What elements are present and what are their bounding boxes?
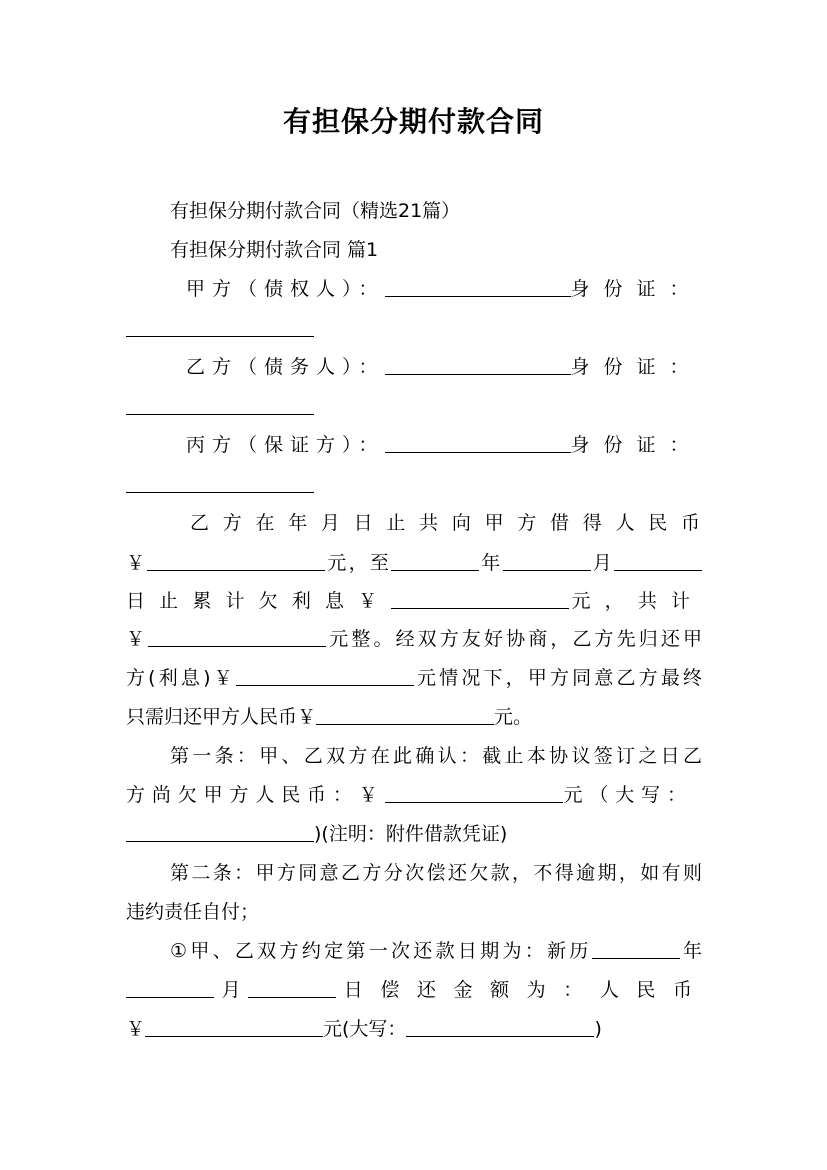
page-title: 有担保分期付款合同 [282,105,544,138]
party-c-line [186,432,703,458]
owed-amount-capital-blank [126,823,314,842]
final-amount-blank [316,706,494,725]
para1-line4: ￥ 元整。经双方友好协商，乙方先归还甲 [126,628,702,650]
party-c-id-blank [126,474,314,493]
amount-blank [147,552,325,571]
repay-day-blank [248,979,336,998]
party-a-label: 甲方（债权人）： [186,278,385,300]
clause1-line1: 第一条：甲、乙双方在此确认：截止本协议签订之日乙 [170,745,702,767]
clause1-line2: 方尚欠甲方人民币：￥ 元（大写： [126,784,692,806]
party-b-line [186,354,703,380]
interest-blank [391,590,569,609]
repay-year-blank [592,940,680,959]
clause1-line3: )(注明：附件借款凭证) [126,821,507,847]
repay-month-blank [126,979,214,998]
party-b-name-blank [385,356,571,375]
party-c-name-blank [385,434,571,453]
day-blank [614,552,702,571]
party-a-name-blank [385,278,571,297]
party-b-label: 乙方（债务人）： [186,356,385,378]
party-a-line [186,276,703,302]
para1-line3: 日止累计欠利息￥ 元，共计 [126,590,702,612]
party-a-id-blank [126,318,314,337]
item1-line1: ①甲、乙双方约定第一次还款日期为：新历 年 [170,940,702,962]
clause2-line1: 第二条：甲方同意乙方分次偿还欠款，不得逾期，如有则 [170,862,702,884]
repay-amount-blank [145,1018,323,1037]
month-blank [503,552,591,571]
party-b-id-line [126,394,314,420]
subtitle: 有担保分期付款合同（精选21篇） [170,200,461,222]
party-b-id-label: 身份证： [570,356,703,378]
interest-paid-blank [236,667,414,686]
item1-line2: 月 日偿还金额为：人民币 [126,977,702,1003]
party-b-id-blank [126,396,314,415]
para1-line5: 方(利息)￥ 元情况下，甲方同意乙方最终 [126,667,702,689]
party-c-id-line [126,472,314,498]
party-c-label: 丙方（保证方）： [186,434,385,456]
party-a-id-line [126,316,314,342]
para1-line1: 乙方在年月日止共向甲方借得人民币 [190,512,700,534]
party-c-id-label: 身份证： [570,434,703,456]
para1-line6: 只需归还甲方人民币￥ 元。 [126,706,533,728]
party-a-id-label: 身份证： [570,278,703,300]
para1-line2: ￥ 元，至 年 月 [126,550,702,576]
total-blank [148,628,326,647]
article-heading: 有担保分期付款合同 篇1 [170,239,379,261]
clause2-line2: 违约责任自付； [126,901,260,923]
owed-amount-blank [385,784,563,803]
item1-line3: ￥ 元(大写： ) [126,1018,602,1040]
year-blank [391,552,479,571]
repay-amount-capital-blank [406,1018,594,1037]
